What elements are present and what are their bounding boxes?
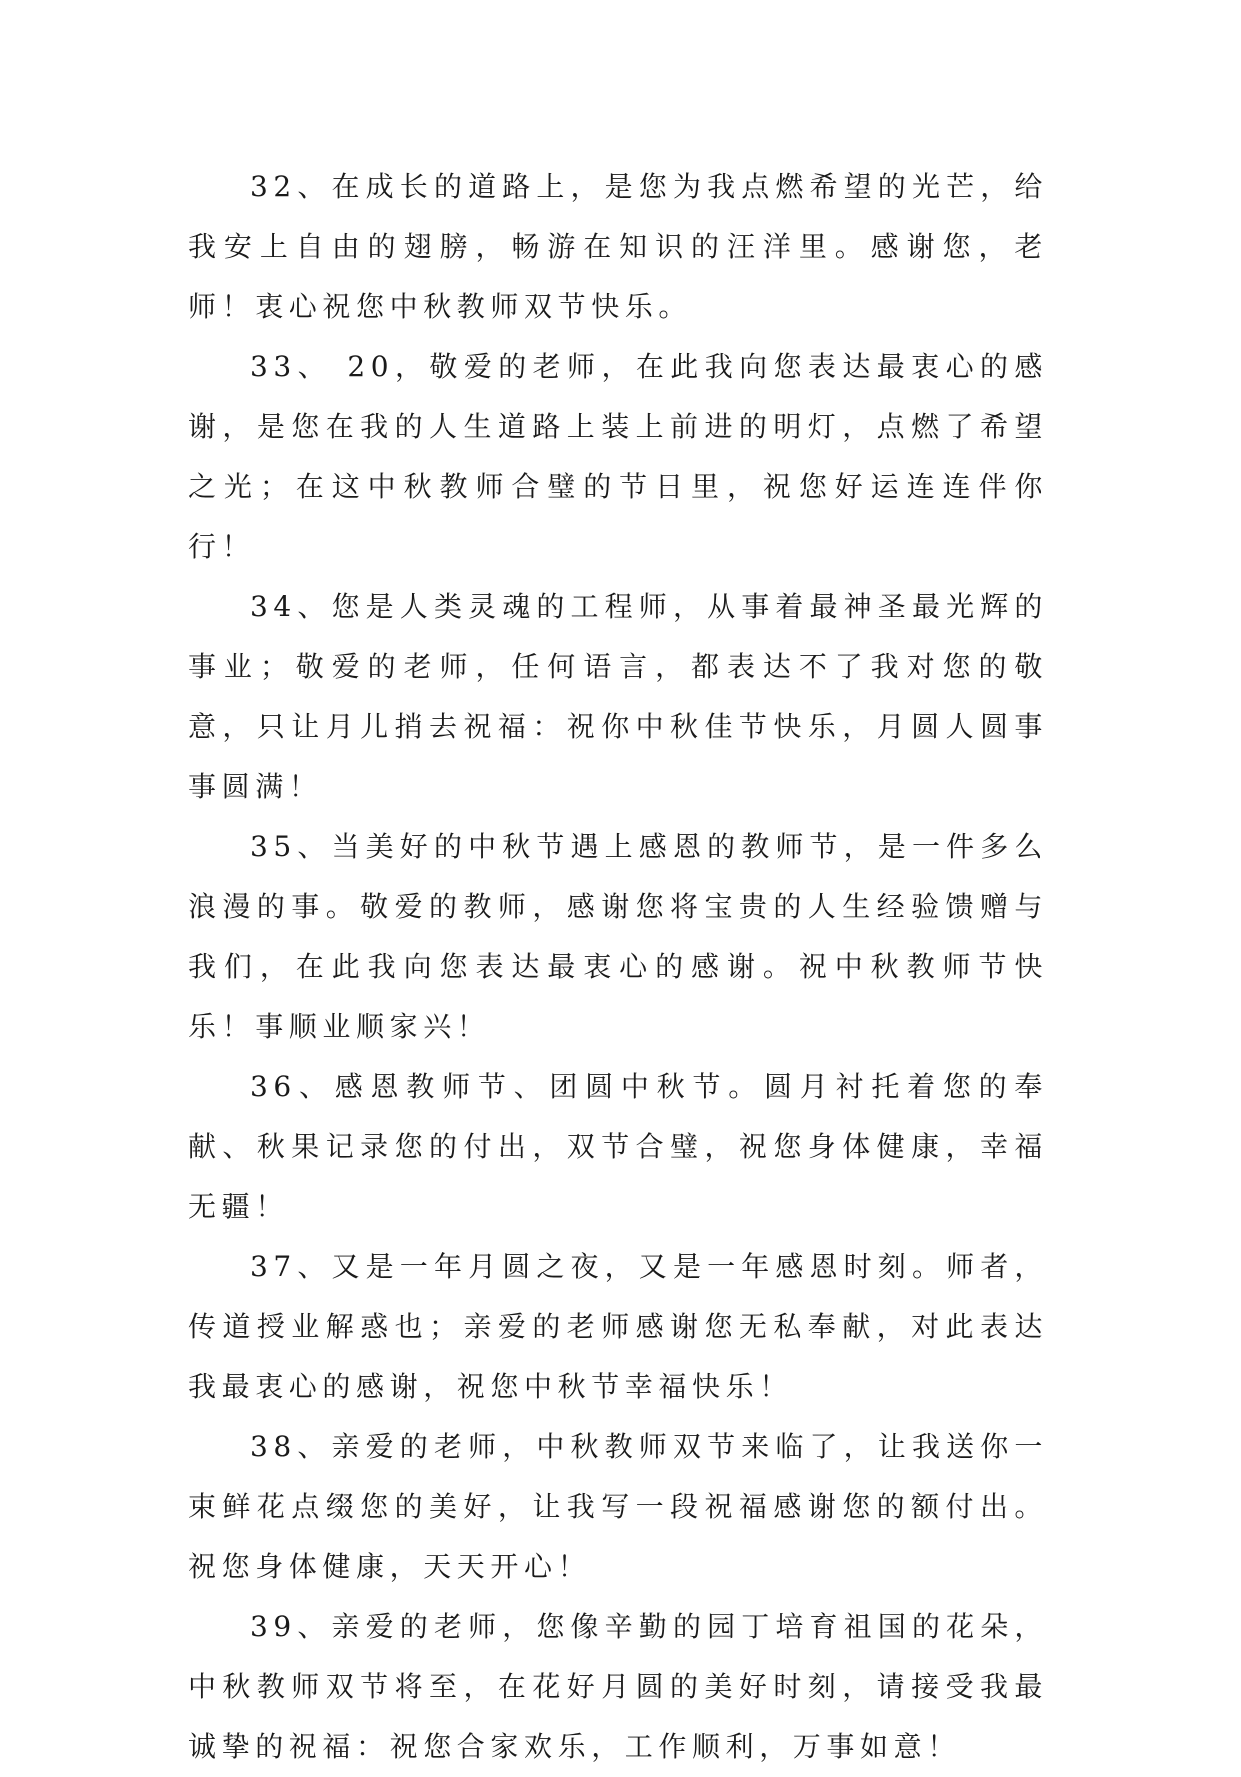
paragraph-32: 32、在成长的道路上，是您为我点燃希望的光芒，给我安上自由的翅膀，畅游在知识的汪洋里。感谢您，老师！衷心祝您中秋教师双节快乐。 — [188, 170, 1048, 323]
paragraph-39: 39、亲爱的老师，您像辛勤的园丁培育祖国的花朵，中秋教师双节将至，在花好月圆的美好时刻，请接受我最诚挚的祝福：祝您合家欢乐，工作顺利，万事如意！ — [188, 1610, 1048, 1763]
paragraph-33: 33、 20，敬爱的老师，在此我向您表达最衷心的感谢，是您在我的人生道路上装上前进的明灯，点燃了希望之光；在这中秋教师合璧的节日里，祝您好运连连伴你行！ — [188, 350, 1048, 563]
paragraph-37: 37、又是一年月圆之夜，又是一年感恩时刻。师者，传道授业解惑也；亲爱的老师感谢您无私奉献，对此表达我最衷心的感谢，祝您中秋节幸福快乐！ — [188, 1250, 1048, 1403]
paragraph-35: 35、当美好的中秋节遇上感恩的教师节，是一件多么浪漫的事。敬爱的教师，感谢您将宝贵的人生经验馈赠与我们，在此我向您表达最衷心的感谢。祝中秋教师节快乐！事顺业顺家兴！ — [188, 830, 1048, 1043]
paragraph-38: 38、亲爱的老师，中秋教师双节来临了，让我送你一束鲜花点缀您的美好，让我写一段祝福感谢您的额付出。祝您身体健康，天天开心！ — [188, 1430, 1048, 1583]
paragraph-34: 34、您是人类灵魂的工程师，从事着最神圣最光辉的事业；敬爱的老师，任何语言，都表达不了我对您的敬意，只让月儿捎去祝福：祝你中秋佳节快乐，月圆人圆事事圆满！ — [188, 590, 1048, 803]
paragraph-36: 36、感恩教师节、团圆中秋节。圆月衬托着您的奉献、秋果记录您的付出，双节合璧，祝您身体健康，幸福无疆！ — [188, 1070, 1048, 1223]
document-body — [188, 157, 1048, 1777]
